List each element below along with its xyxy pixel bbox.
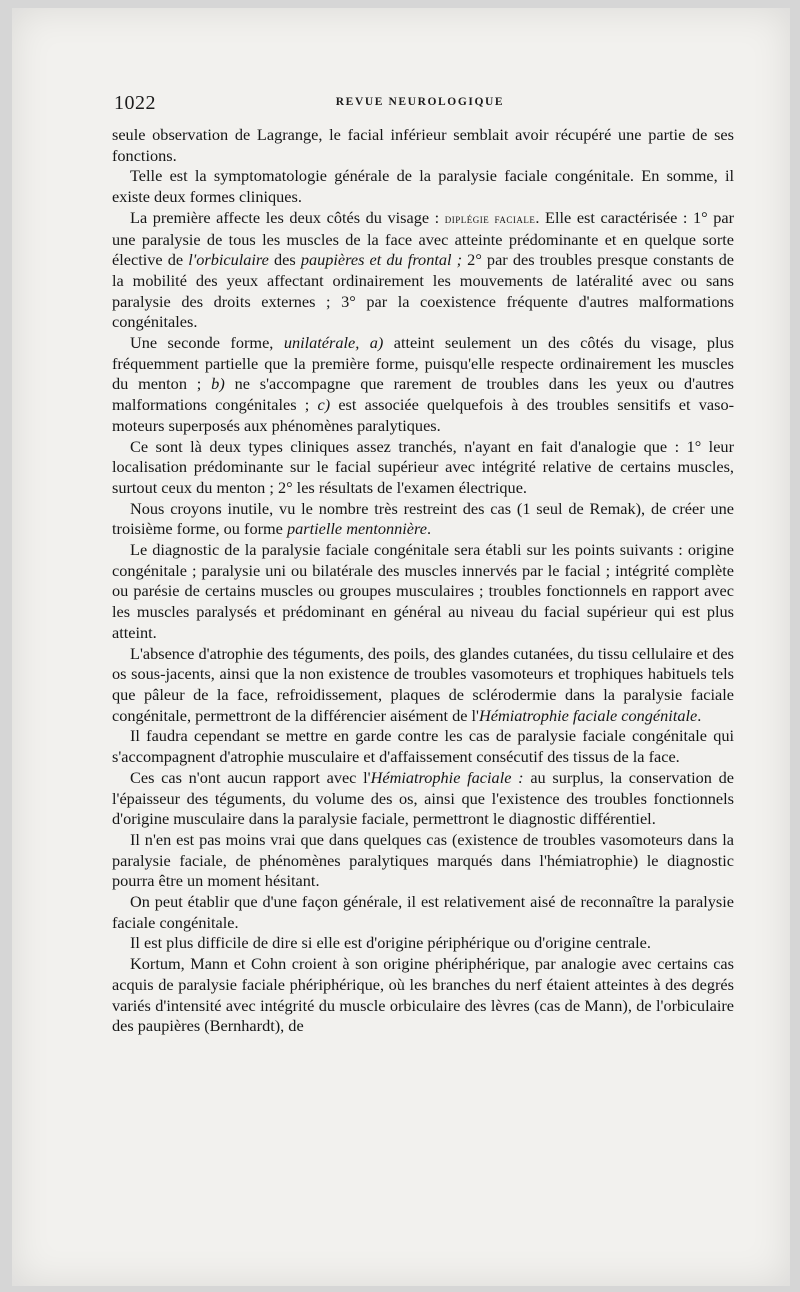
paragraph-diagnostic: Le diagnostic de la paralysie faciale congénitale sera établi sur les points suivants : origine congénitale ; paralysie uni ou bilatérale des muscles innervés par le facial ; intégrité complète ou parésie de certains muscles ou groupes musculaires ; troubles fonctionnels en rapport avec les muscles paralysés et prédominant en général au niveau du facial supérieur qui est plus atteint. [112, 540, 734, 642]
paragraph-no-relation [112, 768, 734, 830]
term-paupieres-frontal: paupières et du frontal ; [300, 250, 463, 270]
text-run: des [268, 250, 301, 270]
term-diplegie-faciale: diplégie faciale [444, 210, 536, 226]
term-hemiatrophie-congenitale: Hémiatrophie faciale congénitale [479, 705, 698, 725]
list-marker-b: b) [211, 374, 225, 394]
scanned-page [12, 8, 790, 1286]
text-run: Une seconde forme, [130, 333, 284, 353]
paragraph-recognition: On peut établir que d'une façon générale, il est relativement aisé de reconnaître la paralysie faciale congénitale. [112, 892, 734, 932]
text-run: 2° par des troubles presque constants de la mobilité des yeux affectant ordinairement les mouvements de latéralité avec ou sans paralysie des droits externes ; 3° par la coexistence fréquente d'autres malformations congénitales. [112, 250, 735, 332]
text-run: L'absence d'atrophie des téguments, des poils, des glandes cutanées, du tissu cellulaire et des os sous-jacents, ainsi que la non existence de troubles vasomoteurs et trophiques habituels tels que pâleur de la face, refroidissement, plaques de sclérodermie dans la paralysie faciale congénitale, permettront de la différencier aisément de l' [112, 643, 734, 725]
text-run: au surplus, la conservation de l'épaisseur des téguments, du volume des os, ainsi que l'existence des troubles fonctionnels d'origine musculaire dans la paralysie faciale, permettront le diagnostic différentiel. [112, 767, 734, 829]
text-run: ne s'accompagne que rarement de troubles dans les yeux ou d'autres malformations congénitales ; [112, 374, 734, 415]
paragraph-caution: Il faudra cependant se mettre en garde contre les cas de paralysie faciale congénitale qui s'accompagnent d'atrophie musculaire et d'affaissement consécutif des tissus de la face. [112, 726, 734, 767]
term-unilaterale: unilatérale, a) [283, 333, 384, 353]
text-run: Ces cas n'ont aucun rapport avec l' [130, 767, 371, 787]
running-title: REVUE NEUROLOGIQUE [335, 96, 505, 108]
text-run: La première affecte les deux côtés du visage : [130, 207, 445, 227]
paragraph-third-form [112, 499, 734, 540]
paragraph-first-form [112, 208, 734, 333]
paragraph-kortum: Kortum, Mann et Cohn croient à son origine phériphérique, par analogie avec certains cas acquis de paralysie faciale phériphérique, où les branches du nerf étaient atteintes à des degrés variés d'intensité avec intégrité du muscle orbiculaire des lèvres (cas de Mann), de l'orbiculaire des paupières (Bernhardt), de [112, 954, 734, 1036]
paragraph-hesitant: Il n'en est pas moins vrai que dans quelques cas (existence de troubles vasomoteurs dans la paralysie faciale, de phénomènes paralytiques marqués dans l'hémiatrophie) le diagnostic pourra être un moment hésitant. [112, 829, 734, 891]
term-hemiatrophie-faciale: Hémiatrophie faciale : [370, 767, 524, 787]
term-partielle-mentonniere: partielle mentonnière [286, 519, 427, 539]
paragraph-two-types: Ce sont là deux types cliniques assez tranchés, n'ayant en fait d'analogie que : 1° leur localisation prédominante sur le facial supérieur avec intégrité relative de certains muscles, surtout ceux du menton ; 2° les résultats de l'examen électrique. [112, 436, 734, 497]
paragraph-atrophy [112, 644, 734, 727]
term-orbiculaire: l'orbiculaire [188, 250, 269, 270]
body-text [112, 125, 734, 1037]
paragraph-symptomatology: Telle est la symptomatologie générale de la paralysie faciale congénitale. En somme, il existe deux formes cliniques. [112, 166, 734, 207]
text-run: atteint seulement un des côtés du visage, plus fréquemment partielle que la première forme, puisqu'elle respecte ordinairement les muscles du menton ; [112, 333, 735, 394]
text-run: est associée quelquefois à des troubles sensitifs et vaso-moteurs superposés aux phénomènes paralytiques. [112, 395, 735, 435]
paragraph-continued: seule observation de Lagrange, le facial inférieur semblait avoir récupéré une partie de ses fonctions. [112, 125, 734, 165]
page-header [100, 86, 740, 116]
text-run: . [697, 705, 702, 725]
page-number: 1022 [114, 92, 156, 114]
paragraph-origin: Il est plus difficile de dire si elle est d'origine périphérique ou d'origine centrale. [130, 933, 651, 953]
text-run: . [426, 519, 432, 539]
list-marker-c: c) [317, 395, 331, 415]
text-run: Nous croyons inutile, vu le nombre très restreint des cas (1 seul de Remak), de créer une troisième forme, ou forme [112, 498, 734, 539]
text-run: . Elle est caractérisée : 1° par une paralysie de tous les muscles de la face avec atteinte prédominante et en quelque sorte élective de [112, 207, 734, 270]
paragraph-second-form [112, 333, 734, 437]
